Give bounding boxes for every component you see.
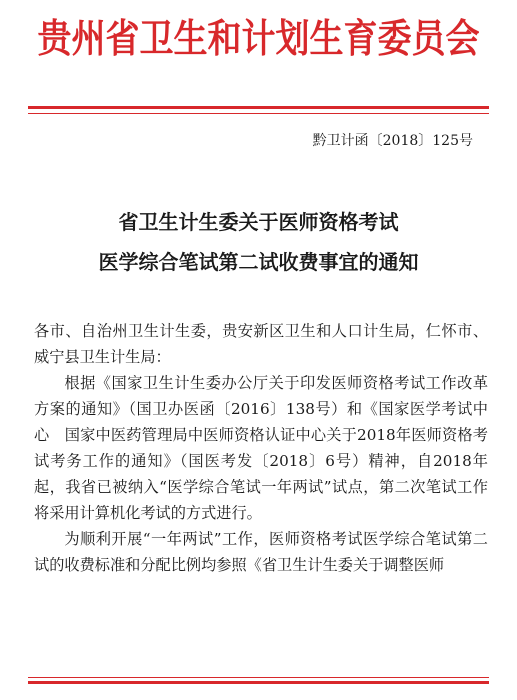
header-rule-thick [28, 106, 489, 109]
body-paragraph-1: 根据《国家卫生计生委办公厅关于印发医师资格考试工作改革方案的通知》（国卫办医函〔2016〕138号）和《国家医学考试中心 国家中医药管理局中医师资格认证中心关于2018年医师资格考试考务工作的通知》（国医考发〔2018〕6号）精神，自2018年起，我省已被纳入“医学综合笔试一年两试”试点，第二次笔试工作将采用计算机化考试的方式进行。 [34, 374, 488, 522]
footer-rule-thick [28, 681, 489, 684]
body-paragraph-2: 为顺利开展“一年两试”工作，医师资格考试医学综合笔试第二试的收费标准和分配比例均参照《省卫生计生委关于调整医师 [34, 530, 488, 574]
document-title-line-1: 省卫生计生委关于医师资格考试 [118, 210, 399, 234]
footer-rule-thin [28, 677, 489, 678]
document-number: 黔卫计函〔2018〕125号 [312, 133, 473, 149]
document-body [34, 318, 488, 578]
agency-masthead: 贵州省卫生和计划生育委员会 [37, 16, 480, 63]
header-rule-thin [28, 113, 489, 114]
document-title-line-2: 医学综合笔试第二试收费事宜的通知 [98, 250, 419, 274]
addressee-paragraph: 各市、自治州卫生计生委，贵安新区卫生和人口计生局，仁怀市、威宁县卫生计生局： [34, 322, 488, 366]
